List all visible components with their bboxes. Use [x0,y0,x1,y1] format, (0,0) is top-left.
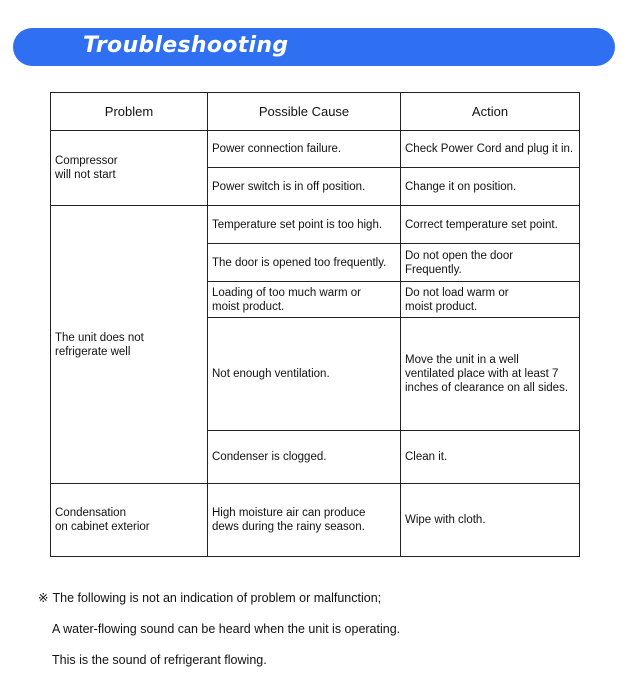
action-text-line: Frequently. [405,263,462,276]
problem-text-line: Compressor [55,155,118,167]
column-header-problem: Problem [51,93,208,131]
action-cell [401,168,580,206]
cause-text-line: The door is opened too frequently. [212,256,387,269]
column-header-cause: Possible Cause [208,93,401,131]
note-line-1: A water-flowing sound can be heard when the unit is operating. [52,622,401,636]
cause-text-line: Condenser is clogged. [212,451,327,463]
problem-text-line: Condensation [55,507,126,519]
problem-text-line: will not start [55,169,116,181]
cause-cell [208,206,401,244]
cause-cell [208,168,401,206]
action-cell [401,484,580,557]
action-text-line: inches of clearance on all sides. [405,382,569,394]
title-banner [13,28,615,66]
problem-text-line: The unit does not [55,331,144,344]
action-cell [401,131,580,168]
cause-text-line: Not enough ventilation. [212,368,330,380]
action-text-line: Check Power Cord and plug it in. [405,143,574,155]
table-header-row [51,93,580,131]
action-text-line: Change it on position. [405,180,517,193]
action-cell [401,431,580,484]
cause-cell [208,431,401,484]
reference-mark-icon: ※ [38,591,49,605]
action-text-line: Correct temperature set point. [405,218,558,231]
table-row [51,484,580,557]
problem-cell [51,131,208,206]
action-cell [401,244,580,282]
cause-cell [208,131,401,168]
cause-cell [208,244,401,282]
note-line-2: This is the sound of refrigerant flowing. [52,653,267,667]
action-text-line: Clean it. [405,451,448,463]
action-text-line: Wipe with cloth. [405,514,486,526]
table-row [51,131,580,168]
column-header-action: Action [401,93,580,131]
cause-text-line: Loading of too much warm or [212,286,361,299]
action-text-line: Move the unit in a well [405,354,519,366]
problem-cell [51,206,208,484]
cause-cell [208,282,401,318]
action-cell [401,282,580,318]
action-text-line: Do not open the door [405,249,514,262]
action-text-line: ventilated place with at least 7 [405,368,559,380]
problem-text-line: refrigerate well [55,345,131,358]
action-cell [401,318,580,431]
note-heading [38,590,381,606]
problem-text-line: on cabinet exterior [55,521,150,533]
cause-text-line: dews during the rainy season. [212,521,365,533]
cause-text-line: moist product. [212,300,285,313]
page-title: Troubleshooting [83,33,289,58]
cause-text-line: Power switch is in off position. [212,180,366,193]
action-cell [401,206,580,244]
action-text-line: Do not load warm or [405,286,509,299]
troubleshooting-table [50,92,580,557]
problem-cell [51,484,208,557]
cause-cell [208,484,401,557]
table-row [51,206,580,244]
cause-cell [208,318,401,431]
cause-text-line: Power connection failure. [212,143,342,155]
cause-text-line: Temperature set point is too high. [212,218,383,231]
cause-text-line: High moisture air can produce [212,507,366,519]
action-text-line: moist product. [405,300,478,313]
note-heading-text: The following is not an indication of problem or malfunction; [52,591,382,605]
